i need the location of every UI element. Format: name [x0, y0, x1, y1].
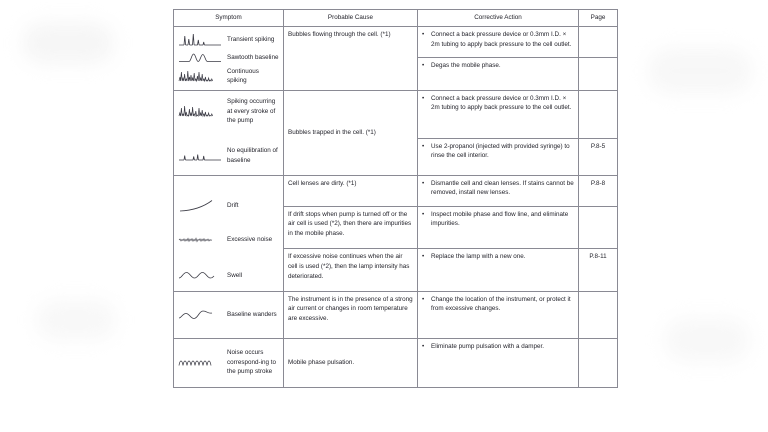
probable-cause-cell: If excessive noise continues when the air cell is used (*2), then the lamp intensity has deteriorated.	[284, 249, 418, 291]
page-reference[interactable]: P.8-8	[579, 175, 618, 206]
corrective-action-text: Dismantle cell and clean lenses. If stains cannot be removed, install new lenses.	[431, 179, 574, 197]
column-header-probable-cause: Probable Cause	[284, 10, 418, 27]
corrective-action-text: Change the location of the instrument, or protect it from excessive changes.	[431, 295, 571, 313]
corrective-action-text: Eliminate pump pulsation with a damper.	[431, 342, 545, 350]
background-smudge	[22, 22, 114, 64]
corrective-action-text: Replace the lamp with a new one.	[431, 253, 526, 261]
corrective-action-cell	[418, 138, 579, 175]
background-smudge	[648, 48, 752, 94]
pump-stroke-noise-waveform-icon	[178, 354, 222, 371]
symptom-item	[178, 296, 279, 334]
bullet-marker: •	[422, 253, 425, 261]
symptom-cell	[174, 90, 284, 175]
table-row	[174, 291, 618, 338]
page-reference[interactable]	[579, 90, 618, 138]
symptom-label: Spiking occurring at every stroke of the pump	[227, 98, 276, 125]
drift-waveform-icon	[178, 197, 222, 214]
bullet-marker: •	[422, 342, 425, 350]
bullet-marker: •	[422, 30, 425, 38]
page-reference[interactable]	[579, 338, 618, 387]
symptom-label: Noise occurs correspond-ing to the pump stroke	[227, 349, 277, 376]
symptom-item	[178, 95, 279, 129]
corrective-action-cell	[418, 175, 579, 206]
probable-cause-cell: Cell lenses are dirty. (*1)	[284, 175, 418, 206]
corrective-action-cell	[418, 57, 579, 90]
symptom-item	[178, 193, 279, 219]
symptom-label: No equilibration of baseline	[227, 147, 278, 164]
corrective-action-text: Inspect mobile phase and flow line, and eliminate impurities.	[431, 210, 569, 228]
corrective-action-text: Degas the mobile phase.	[431, 61, 501, 69]
symptom-item	[178, 265, 279, 287]
symptom-cell	[174, 175, 284, 291]
probable-cause-cell: The instrument is in the presence of a strong air current or changes in room temperature are excessive.	[284, 291, 418, 338]
corrective-action-text: Connect a back pressure device or 0.3mm I.D. × 2m tubing to apply back pressure to the cell outlet.	[431, 30, 572, 48]
symptom-label: Sawtooth baseline	[227, 53, 279, 61]
page-reference[interactable]	[579, 206, 618, 248]
symptom-label: Swell	[227, 271, 243, 279]
background-smudge	[664, 318, 750, 362]
probable-cause-cell: Bubbles trapped in the cell. (*1)	[284, 90, 418, 175]
corrective-action-cell	[418, 291, 579, 338]
bullet-marker: •	[422, 94, 425, 102]
corrective-action-cell	[418, 26, 579, 57]
swell-waveform-icon	[178, 267, 222, 284]
corrective-action-text: Use 2-propanol (injected with provided syringe) to rinse the cell interior.	[431, 142, 570, 160]
table-row	[174, 26, 618, 57]
symptom-label: Drift	[227, 201, 239, 209]
page-reference[interactable]: P.8-5	[579, 138, 618, 175]
symptom-label: Excessive noise	[227, 235, 273, 243]
symptom-cell	[174, 338, 284, 387]
bullet-marker: •	[422, 210, 425, 218]
symptom-item	[178, 67, 279, 86]
table-header-row	[174, 10, 618, 27]
bullet-marker: •	[422, 142, 425, 150]
column-header-corrective-action: Corrective Action	[418, 10, 579, 27]
column-header-page: Page	[579, 10, 618, 27]
symptom-item	[178, 229, 279, 251]
table-row	[174, 338, 618, 387]
sawtooth-baseline-waveform-icon	[178, 49, 222, 66]
symptom-label: Continuous spiking	[227, 67, 259, 85]
troubleshooting-table	[173, 9, 618, 388]
baseline-wanders-waveform-icon	[178, 306, 222, 323]
no-equilibration-waveform-icon	[178, 147, 222, 164]
continuous-spiking-waveform-icon	[178, 68, 222, 85]
transient-spiking-waveform-icon	[178, 31, 222, 48]
page-reference[interactable]: P.8-11	[579, 249, 618, 291]
background-smudge	[36, 300, 116, 340]
corrective-action-text: Connect a back pressure device or 0.3mm I.D. × 2m tubing to apply back pressure to the cell outlet.	[431, 94, 572, 112]
corrective-action-cell	[418, 206, 579, 248]
symptom-item	[178, 343, 279, 383]
symptom-label: Transient spiking	[227, 35, 275, 43]
page-reference[interactable]	[579, 291, 618, 338]
bullet-marker: •	[422, 179, 425, 187]
corrective-action-cell	[418, 90, 579, 138]
page-reference[interactable]	[579, 26, 618, 57]
corrective-action-cell	[418, 338, 579, 387]
symptom-label: Baseline wanders	[227, 310, 277, 318]
bullet-marker: •	[422, 61, 425, 69]
probable-cause-cell: Bubbles flowing through the cell. (*1)	[284, 26, 418, 90]
excessive-noise-waveform-icon	[178, 231, 222, 248]
symptom-item	[178, 49, 279, 66]
symptom-item	[178, 31, 279, 48]
table-row	[174, 90, 618, 138]
symptom-item	[178, 141, 279, 171]
probable-cause-cell: If drift stops when pump is turned off or the air cell is used (*2), then there are impurities in the mobile phase.	[284, 206, 418, 248]
table-row	[174, 175, 618, 206]
symptom-cell	[174, 291, 284, 338]
page-reference[interactable]	[579, 57, 618, 90]
every-stroke-spiking-waveform-icon	[178, 103, 222, 120]
column-header-symptom: Symptom	[174, 10, 284, 27]
bullet-marker: •	[422, 295, 425, 303]
symptom-cell	[174, 26, 284, 90]
corrective-action-cell	[418, 249, 579, 291]
probable-cause-cell: Mobile phase pulsation.	[284, 338, 418, 387]
